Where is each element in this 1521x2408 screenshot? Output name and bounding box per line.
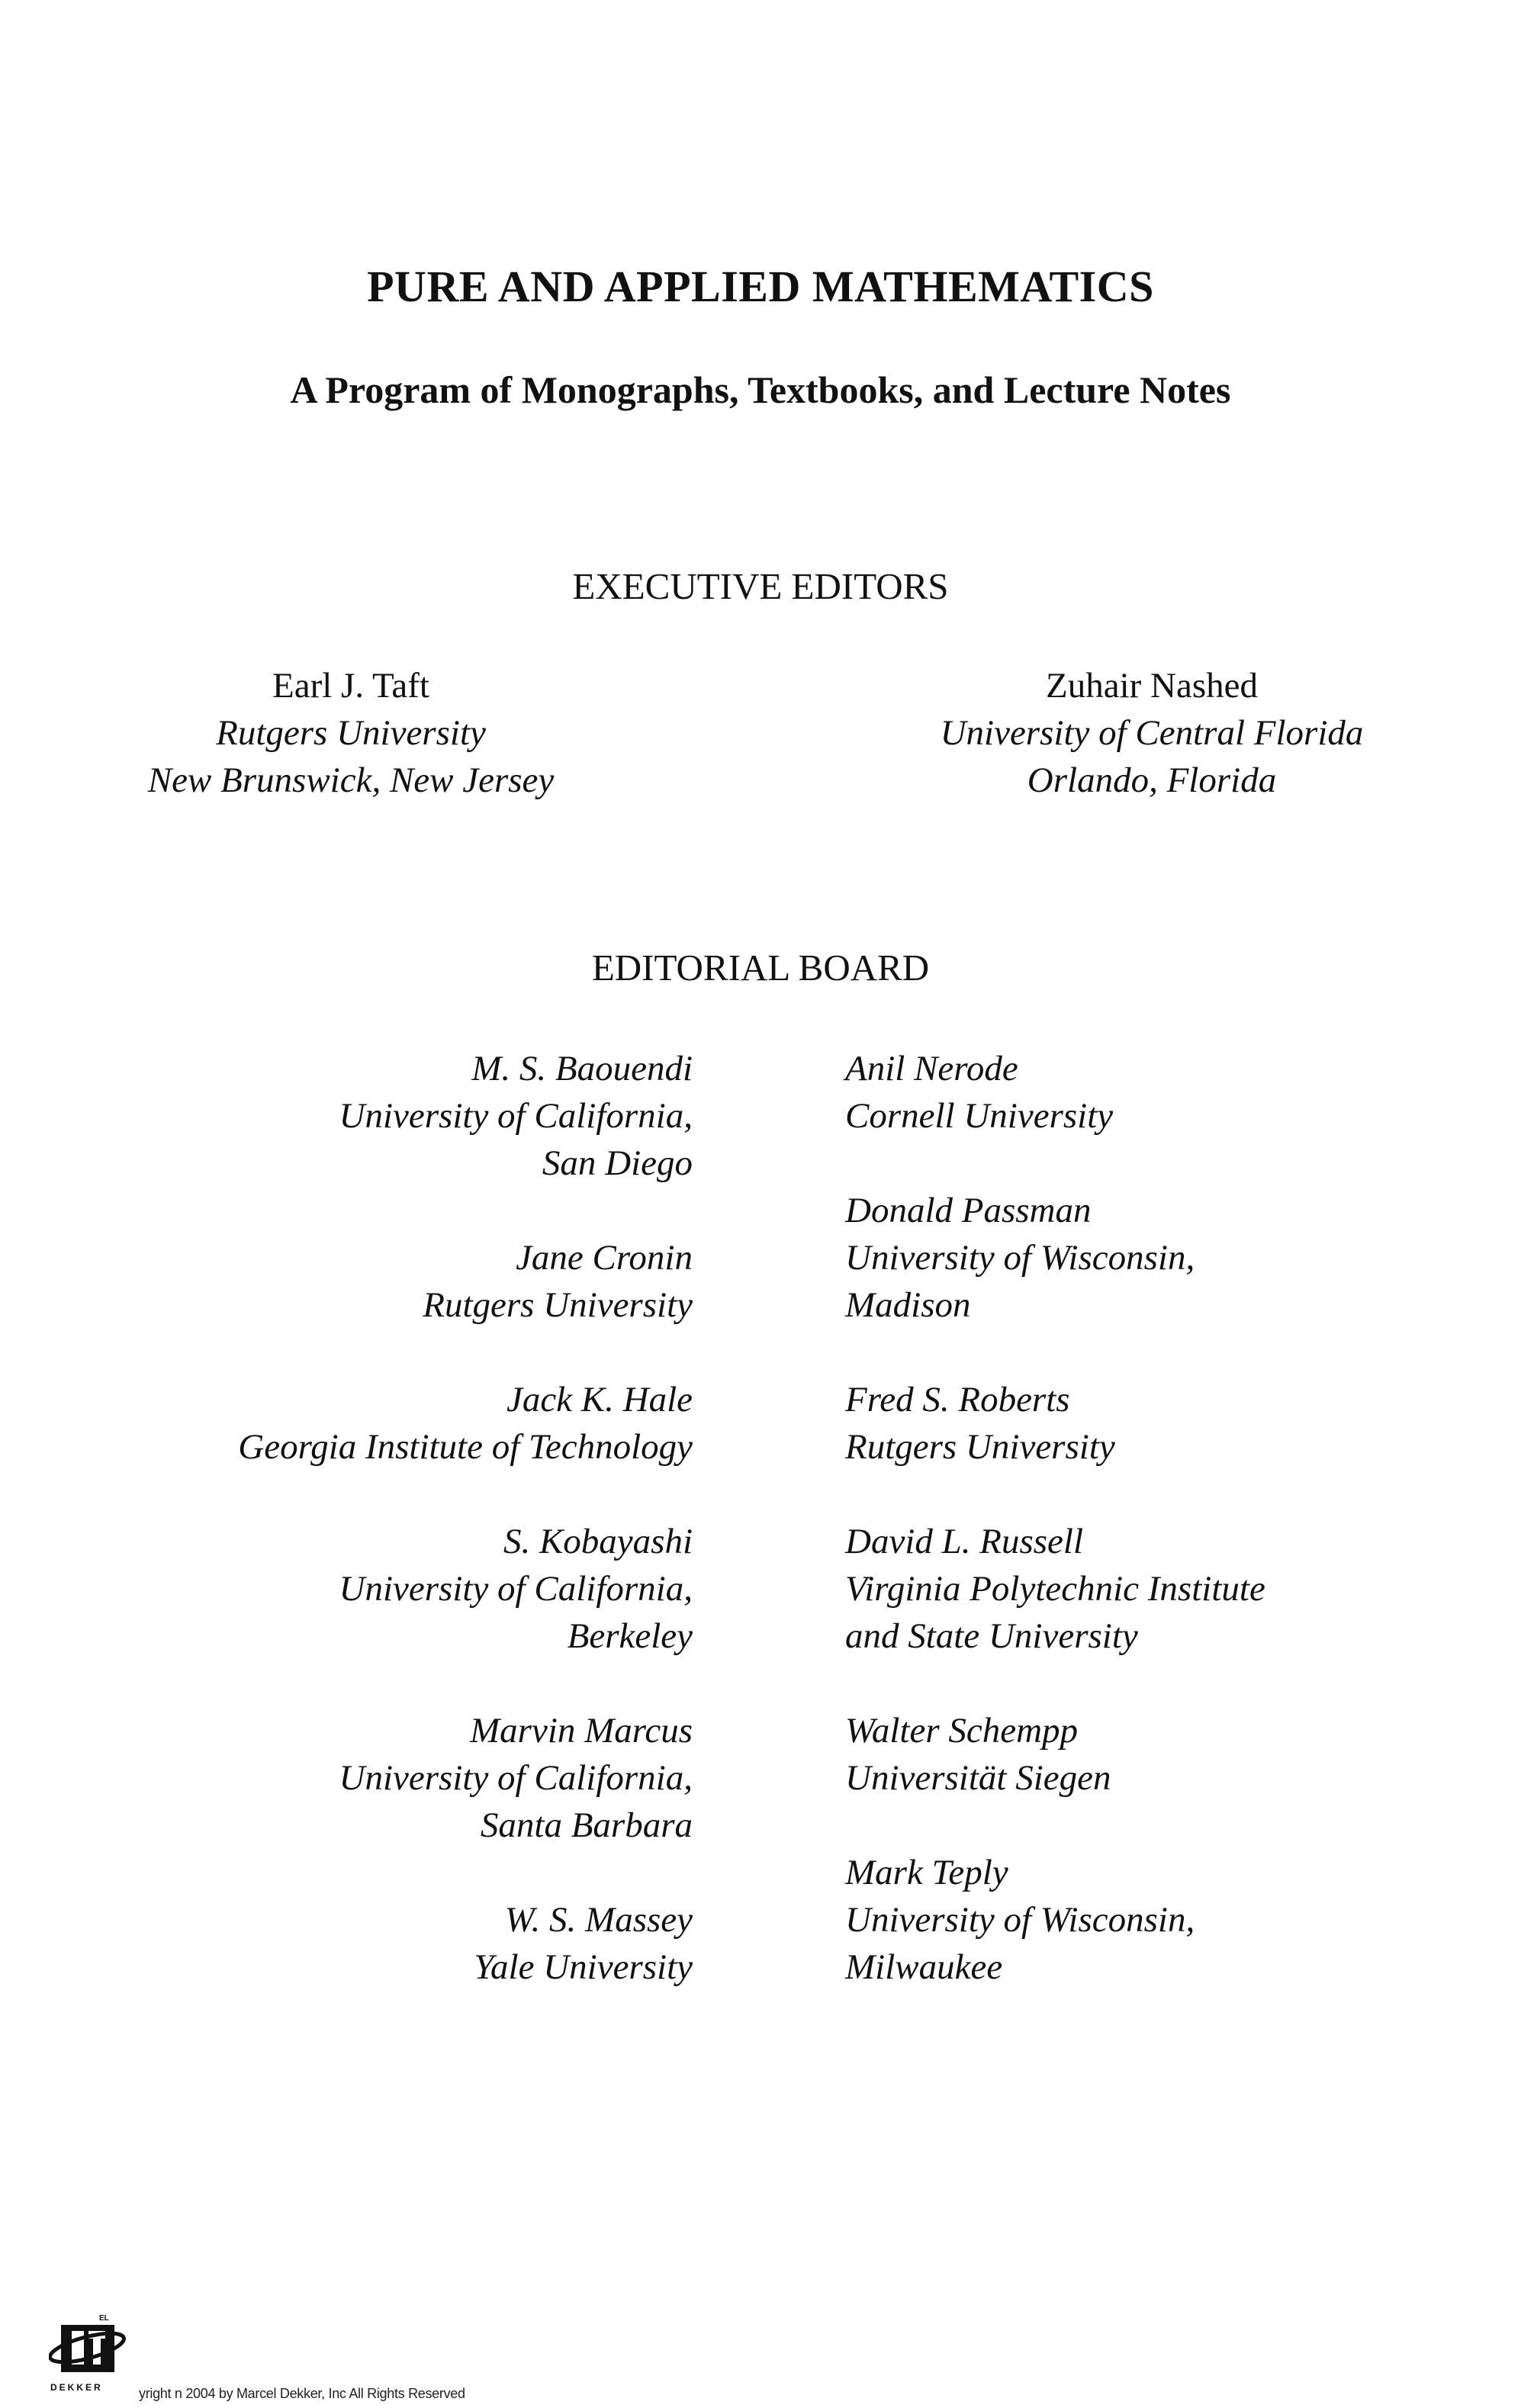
- board-member: [845, 1849, 1501, 1991]
- member-affiliation: Georgia Institute of Technology: [238, 1427, 693, 1467]
- member-name: David L. Russell: [845, 1522, 1084, 1561]
- copyright-notice: yright n 2004 by Marcel Dekker, Inc All Rights Reserved: [139, 2386, 465, 2401]
- svg-text:EL: EL: [99, 2314, 109, 2323]
- member-affiliation: Berkeley: [567, 1616, 693, 1656]
- editor-location: New Brunswick, New Jersey: [147, 760, 555, 800]
- member-affiliation: University of California,: [339, 1569, 693, 1609]
- member-affiliation: University of Wisconsin,: [845, 1900, 1195, 1940]
- member-affiliation: and State University: [845, 1616, 1138, 1656]
- member-affiliation: University of Wisconsin,: [845, 1238, 1195, 1278]
- board-member: [0, 1045, 693, 1187]
- member-name: Walter Schempp: [845, 1711, 1079, 1751]
- member-affiliation: Virginia Polytechnic Institute: [845, 1569, 1265, 1609]
- board-member: [0, 1707, 693, 1849]
- board-member: [0, 1896, 693, 1991]
- member-name: W. S. Massey: [504, 1900, 693, 1940]
- executive-editors-heading: EXECUTIVE EDITORS: [572, 565, 949, 607]
- editorial-board-left-column: [0, 1045, 693, 1991]
- member-name: Marvin Marcus: [470, 1711, 693, 1751]
- editor-affiliation: Rutgers University: [216, 713, 486, 753]
- member-name: Mark Teply: [845, 1853, 1008, 1892]
- member-name: Anil Nerode: [845, 1049, 1018, 1088]
- editor-location: Orlando, Florida: [1027, 760, 1277, 800]
- member-affiliation: Madison: [845, 1285, 971, 1325]
- member-affiliation: Santa Barbara: [480, 1805, 693, 1845]
- series-subtitle: A Program of Monographs, Textbooks, and Lecture Notes: [290, 368, 1231, 411]
- dekker-logo-icon: [49, 2311, 140, 2397]
- member-affiliation: University of California,: [339, 1758, 693, 1798]
- member-affiliation: University of California,: [339, 1096, 693, 1136]
- editor-affiliation: University of Central Florida: [940, 713, 1364, 753]
- member-affiliation: San Diego: [542, 1143, 693, 1183]
- board-member: [845, 1045, 1501, 1140]
- executive-editor-taft: [84, 662, 618, 804]
- member-affiliation: Yale University: [474, 1947, 693, 1987]
- board-member: [0, 1234, 693, 1329]
- board-member: [0, 1376, 693, 1471]
- board-member: [845, 1707, 1501, 1802]
- member-name: Fred S. Roberts: [845, 1380, 1070, 1419]
- board-member: [0, 1518, 693, 1660]
- member-name: Jane Cronin: [516, 1238, 693, 1278]
- executive-editor-nashed: [889, 662, 1415, 804]
- editorial-board-heading: EDITORIAL BOARD: [591, 947, 930, 989]
- logo-wordmark: DEKKER: [50, 2382, 103, 2393]
- member-name: Donald Passman: [845, 1191, 1092, 1230]
- member-name: M. S. Baouendi: [471, 1049, 693, 1088]
- member-name: S. Kobayashi: [503, 1522, 693, 1561]
- editor-name: Earl J. Taft: [272, 666, 429, 706]
- member-affiliation: Universität Siegen: [845, 1758, 1111, 1798]
- editor-name: Zuhair Nashed: [1046, 666, 1258, 706]
- board-member: [845, 1187, 1501, 1329]
- member-name: Jack K. Hale: [506, 1380, 693, 1419]
- board-member: [845, 1376, 1501, 1471]
- member-affiliation: Rutgers University: [845, 1427, 1115, 1467]
- series-title: PURE AND APPLIED MATHEMATICS: [367, 262, 1154, 311]
- member-affiliation: Cornell University: [845, 1096, 1114, 1136]
- member-affiliation: Rutgers University: [423, 1285, 693, 1325]
- board-member: [845, 1518, 1501, 1660]
- member-affiliation: Milwaukee: [845, 1947, 1003, 1987]
- editorial-board-right-column: [845, 1045, 1501, 1991]
